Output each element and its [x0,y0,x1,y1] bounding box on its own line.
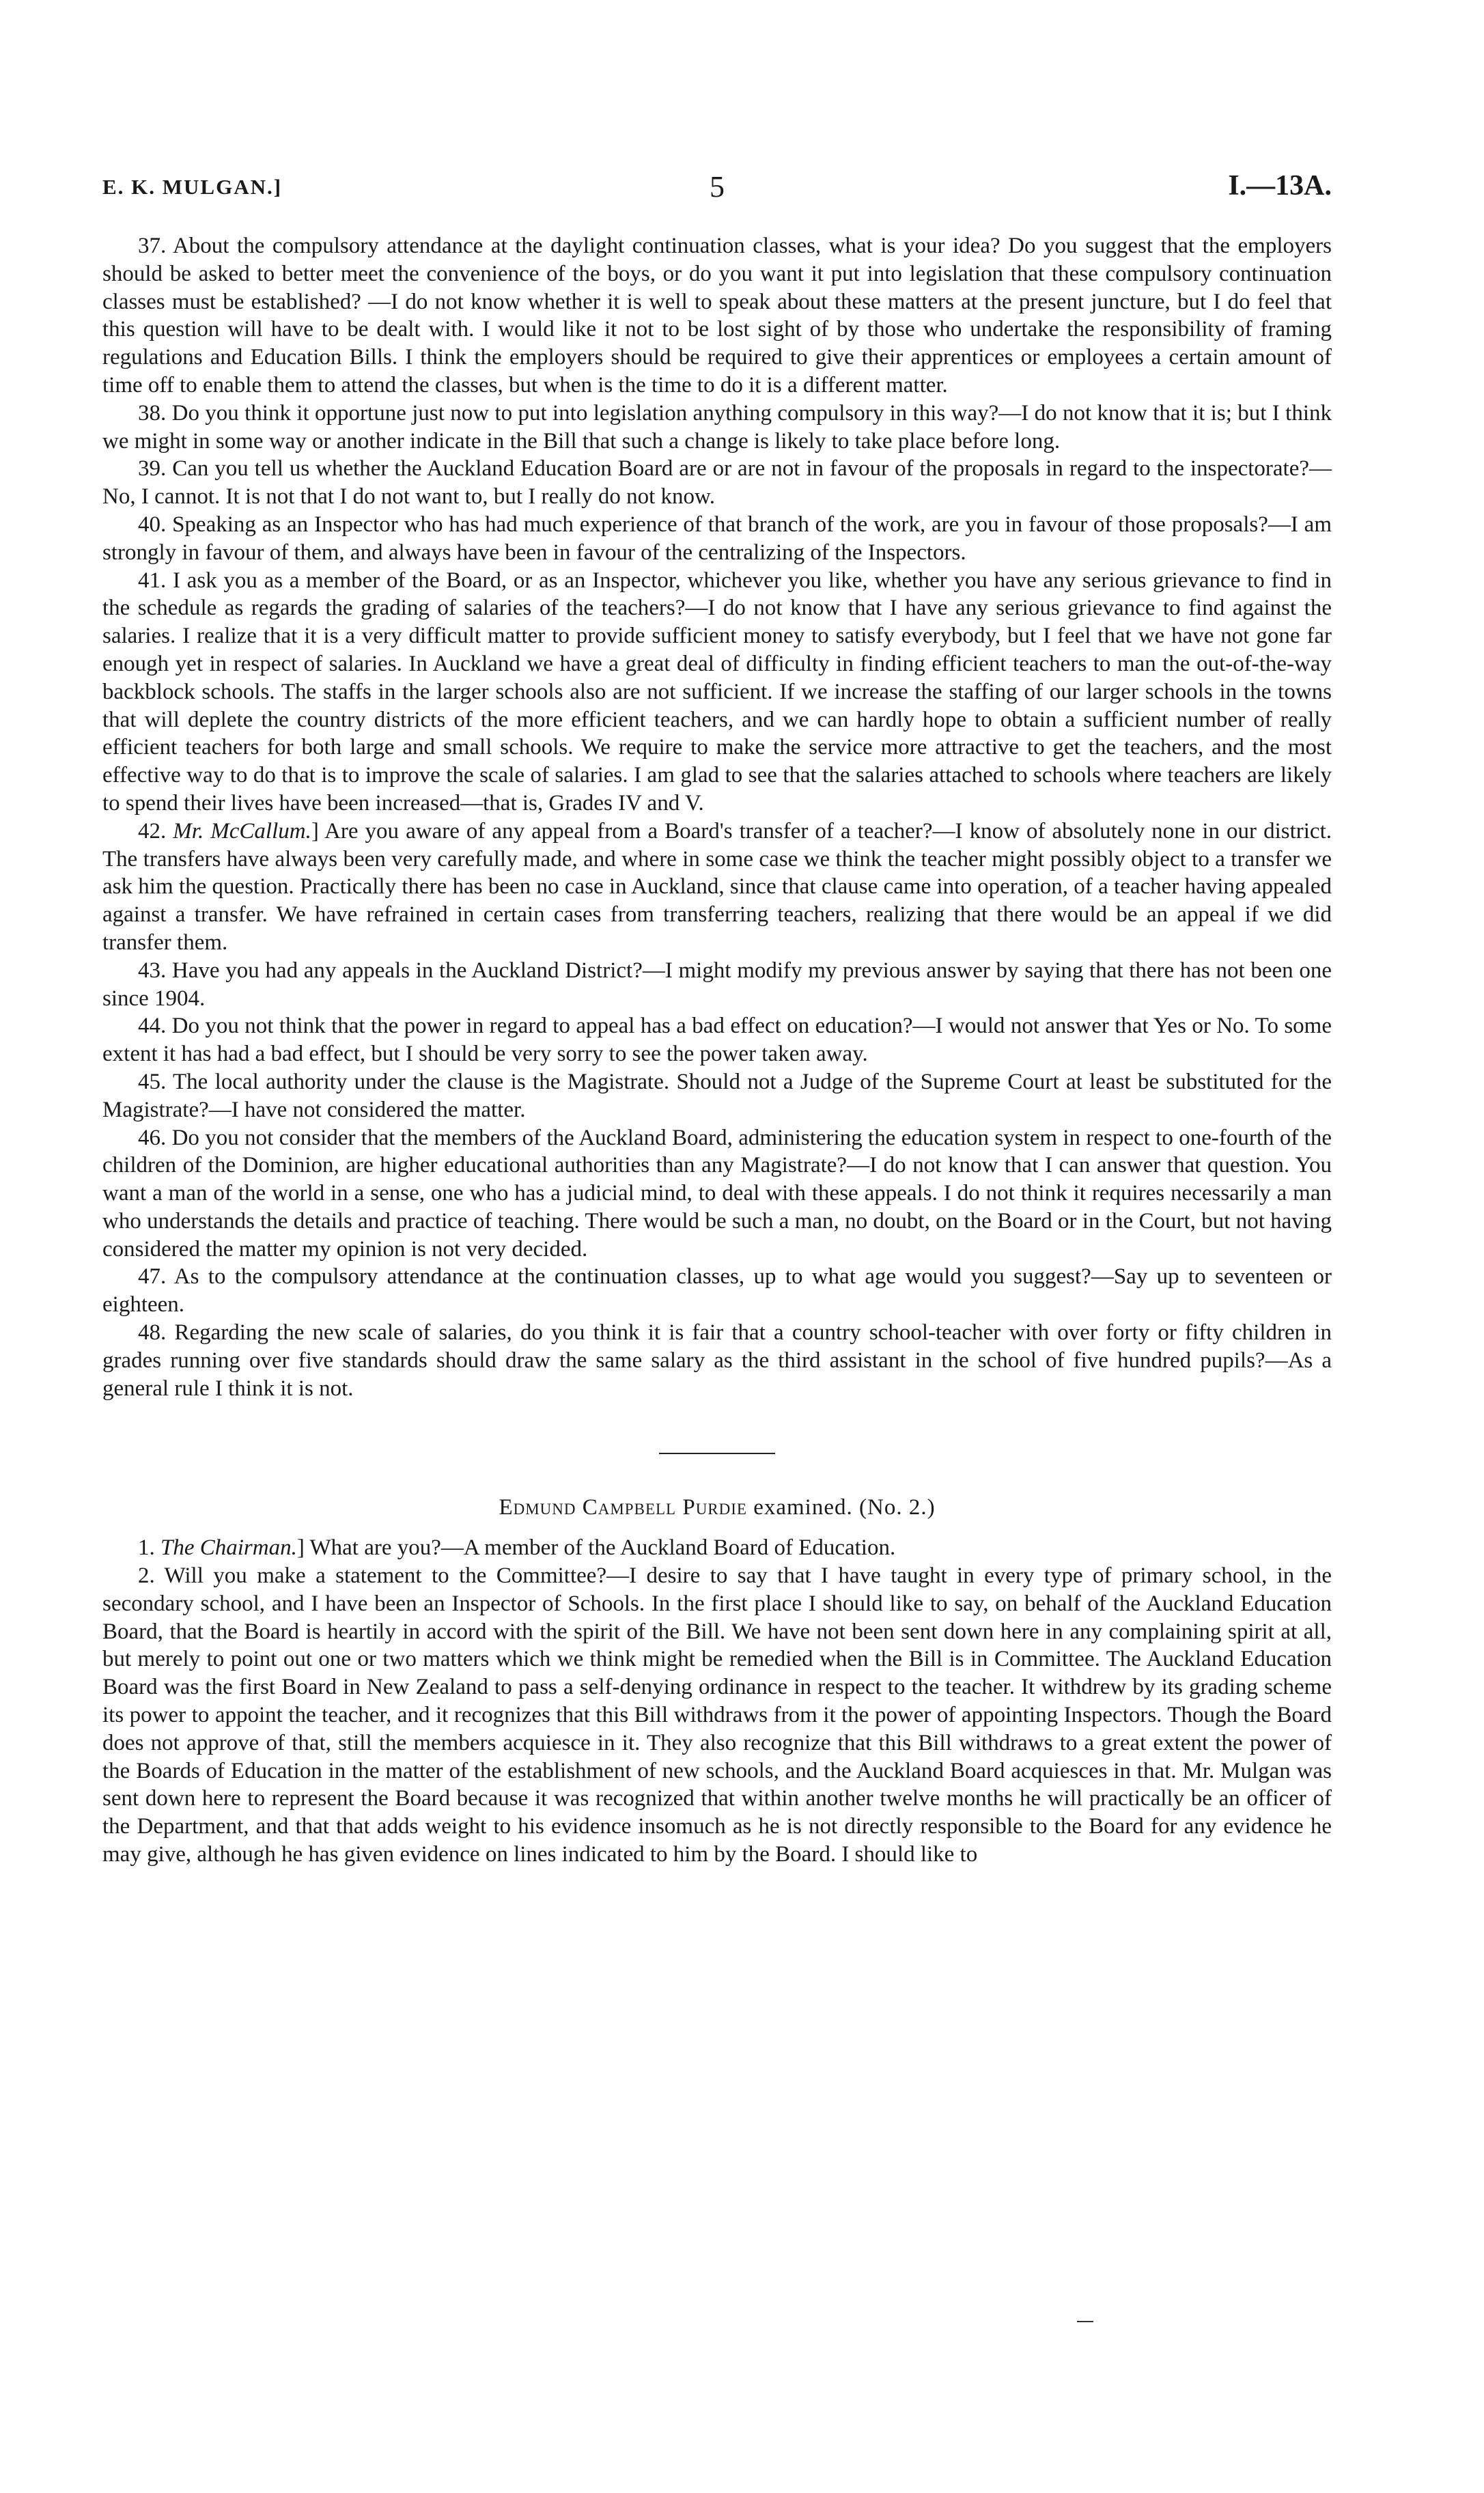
w2-q1-speaker: The Chairman. [160,1535,297,1561]
header-witness-name: E. K. MULGAN.] [102,175,283,199]
paragraph-q48: 48. Regarding the new scale of salaries, do you think it is fair that a country school-teacher with over forty or fifty children in grades running over five standards should draw the same salary as the third assistant in the school of five hundred pupils?—As a general rule I think it is not. [102,1320,1332,1401]
paragraph-witness2-q1 [102,1534,1332,1562]
paragraph-q43: 43. Have you had any appeals in the Auckland District?—I might modify my previous answer by saying that there has not been one since 1904. [102,958,1332,1011]
witness-heading [102,1494,1332,1522]
paragraph-q47: 47. As to the compulsory attendance at the continuation classes, up to what age would you suggest?—Say up to seventeen or eighteen. [102,1264,1332,1318]
paragraph-q45: 45. The local authority under the clause is the Magistrate. Should not a Judge of the Supreme Court at least be substituted for the Magistrate?—I have not considered the matter. [102,1069,1332,1122]
page-number: 5 [710,170,725,204]
q42-text: ] Are you aware of any appeal from a Board's transfer of a teacher?—I know of absolutely none in our district. The transfers have always been very carefully made, and where in some case we think the teacher might possibly object to a transfer we ask him the question. Practically there has been no case in Auckland, since that clause came into operation, of a teacher having appealed against a transfer. We have refrained in certain cases from transferring teachers, realizing that there would be an appeal if we did transfer them. [102,818,1332,955]
witness-name: Edmund Campbell Purdie [499,1495,747,1520]
w2-q1-number: 1. [138,1535,160,1561]
q42-number: 42. [138,818,173,844]
q42-speaker: Mr. McCallum. [173,818,311,844]
paragraph-q41: 41. I ask you as a member of the Board, or as an Inspector, whichever you like, whether you have any serious grievance to find in the schedule as regards the grading of salaries of the teachers?—I do not know that I have any serious grievance to find against the salaries. I realize that it is a very difficult matter to provide sufficient money to satisfy everybody, but I feel that we have not gone far enough yet in respect of salaries. In Auckland we have a great deal of difficulty in finding efficient teachers to man the out-of-the-way backblock schools. The staffs in the larger schools also are not sufficient. If we increase the staffing of our larger schools in the towns that will deplete the country districts of the more efficient teachers, and we can hardly hope to obtain a sufficient number of really efficient teachers for both large and small schools. We require to make the service more attractive to get the teachers, and the most effective way to do that is to improve the scale of salaries. I am glad to see that the salaries attached to schools where teachers are likely to spend their lives have been increased—that is, Grades IV and V. [102,568,1332,816]
w2-q1-text: ] What are you?—A member of the Auckland Board of Education. [296,1535,896,1561]
page-body [102,232,1332,1869]
paragraph-q46: 46. Do you not consider that the members of the Auckland Board, administering the education system in respect to one-fourth of the children of the Dominion, are higher educational authorities than any Magistrate?—I do not know that I can answer that question. You want a man of the world in a sense, one who has a judicial mind, to deal with these appeals. I do not think it requires necessarily a man who understands the details and practice of teaching. There would be such a man, no doubt, on the Board or in the Court, but not having considered the matter my opinion is not very decided. [102,1125,1332,1262]
section-divider [659,1453,775,1454]
document-reference: I.—13A. [1228,170,1332,201]
paragraph-witness2-q2: 2. Will you make a statement to the Committee?—I desire to say that I have taught in every type of primary school, in the secondary school, and I have been an Inspector of Schools. In the first place I should like to say, on behalf of the Auckland Education Board, that the Board is heartily in accord with the spirit of the Bill. We have not been sent down here in any complaining spirit at all, but merely to point out one or two matters which we think might be remedied when the Bill is in Committee. The Auckland Education Board was the first Board in New Zealand to pass a self-denying ordinance in respect to the teacher. It withdrew by its grading scheme its power to appoint the teacher, and it recognizes that this Bill withdraws from it the power of appointing Inspectors. Though the Board does not approve of that, still the members acquiesce in it. They also recognize that this Bill withdraws to a great extent the power of the Boards of Education in the matter of the establishment of new schools, and the Auckland Board acquiesces in that. Mr. Mulgan was sent down here to represent the Board because it was recognized that within another twelve months he will practically be an officer of the Department, and that that adds weight to his evidence insomuch as he is not directly responsible to the Board for any evidence he may give, although he has given evidence on lines indicated to him by the Board. I should like to [102,1563,1332,1867]
paragraph-q42 [102,818,1332,957]
paragraph-q39: 39. Can you tell us whether the Auckland Education Board are or are not in favour of the proposals in regard to the inspectorate?—No, I cannot. It is not that I do not want to, but I really do not know. [102,456,1332,510]
paragraph-q37: 37. About the compulsory attendance at the daylight continuation classes, what is your idea? Do you suggest that the employers should be asked to better meet the convenience of the boys, or do you want it put into legislation that these compulsory continuation classes must be established? —I do not know whether it is well to speak about these matters at the present juncture, but I do feel that this question will have to be dealt with. I would like it not to be lost sight of by those who undertake the responsibility of framing regulations and Education Bills. I think the employers should be required to give their apprentices or employees a certain amount of time off to enable them to attend the classes, but when is the time to do it is a different matter. [102,234,1332,398]
running-header [102,169,1332,204]
paragraph-q38: 38. Do you think it opportune just now to put into legislation anything compulsory in this way?—I do not know that it is; but I think we might in some way or another indicate in the Bill that such a change is likely to take place before long. [102,400,1332,454]
paragraph-q40: 40. Speaking as an Inspector who has had much experience of that branch of the work, are you in favour of those proposals?—I am strongly in favour of them, and always have been in favour of the centralizing of the Inspectors. [102,512,1332,565]
witness-heading-suffix: examined. (No. 2.) [746,1495,936,1520]
stray-dash-mark [1077,2321,1093,2322]
paragraph-q44: 44. Do you not think that the power in regard to appeal has a bad effect on education?—I would not answer that Yes or No. To some extent it has had a bad effect, but I should be very sorry to see the power taken away. [102,1014,1332,1067]
